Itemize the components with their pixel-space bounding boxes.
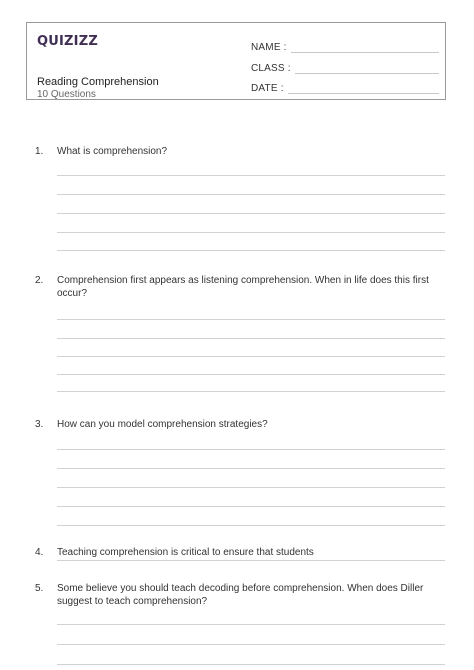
question-1 (35, 145, 445, 255)
answer-line[interactable] (57, 449, 445, 450)
question-text: Teaching comprehension is critical to ensure that students (57, 547, 314, 558)
question-text: Comprehension first appears as listening comprehension. When in life does this first occur? (57, 275, 429, 299)
date-line (288, 93, 439, 94)
worksheet-title: Reading Comprehension (37, 76, 159, 88)
answer-line[interactable] (57, 250, 445, 251)
answer-line[interactable] (57, 468, 445, 469)
date-field[interactable] (251, 82, 439, 95)
question-5 (35, 582, 445, 666)
class-line (295, 73, 439, 74)
answer-line[interactable] (57, 487, 445, 488)
name-field[interactable] (251, 41, 439, 54)
question-text: How can you model comprehension strategies? (57, 419, 268, 430)
answer-line[interactable] (57, 525, 445, 526)
worksheet-question-count: 10 Questions (37, 89, 96, 100)
name-line (291, 52, 439, 53)
answer-line[interactable] (57, 232, 445, 233)
answer-line[interactable] (57, 624, 445, 625)
question-2 (35, 274, 445, 394)
question-number: 3. (35, 419, 44, 430)
answer-line[interactable] (57, 644, 445, 645)
answer-line[interactable] (57, 194, 445, 195)
class-label: CLASS : (251, 63, 291, 74)
answer-line[interactable] (57, 319, 445, 320)
answer-line[interactable] (57, 506, 445, 507)
answer-line[interactable] (57, 391, 445, 392)
question-number: 4. (35, 547, 44, 558)
answer-line[interactable] (57, 560, 445, 561)
answer-line[interactable] (57, 664, 445, 665)
answer-line[interactable] (57, 213, 445, 214)
question-number: 1. (35, 146, 44, 157)
quizizz-logo: QUIZIZZ (37, 34, 98, 49)
question-text: What is comprehension? (57, 146, 168, 157)
worksheet-header (26, 22, 446, 100)
date-label: DATE : (251, 83, 284, 94)
answer-line[interactable] (57, 175, 445, 176)
answer-line[interactable] (57, 338, 445, 339)
question-number: 5. (35, 583, 44, 594)
name-label: NAME : (251, 42, 287, 53)
answer-line[interactable] (57, 374, 445, 375)
class-field[interactable] (251, 62, 439, 75)
answer-line[interactable] (57, 356, 445, 357)
question-text: Some believe you should teach decoding before comprehension. When does Diller suggest to teach comprehension? (57, 583, 424, 607)
question-4 (35, 546, 445, 564)
question-number: 2. (35, 275, 44, 286)
question-3 (35, 418, 445, 528)
